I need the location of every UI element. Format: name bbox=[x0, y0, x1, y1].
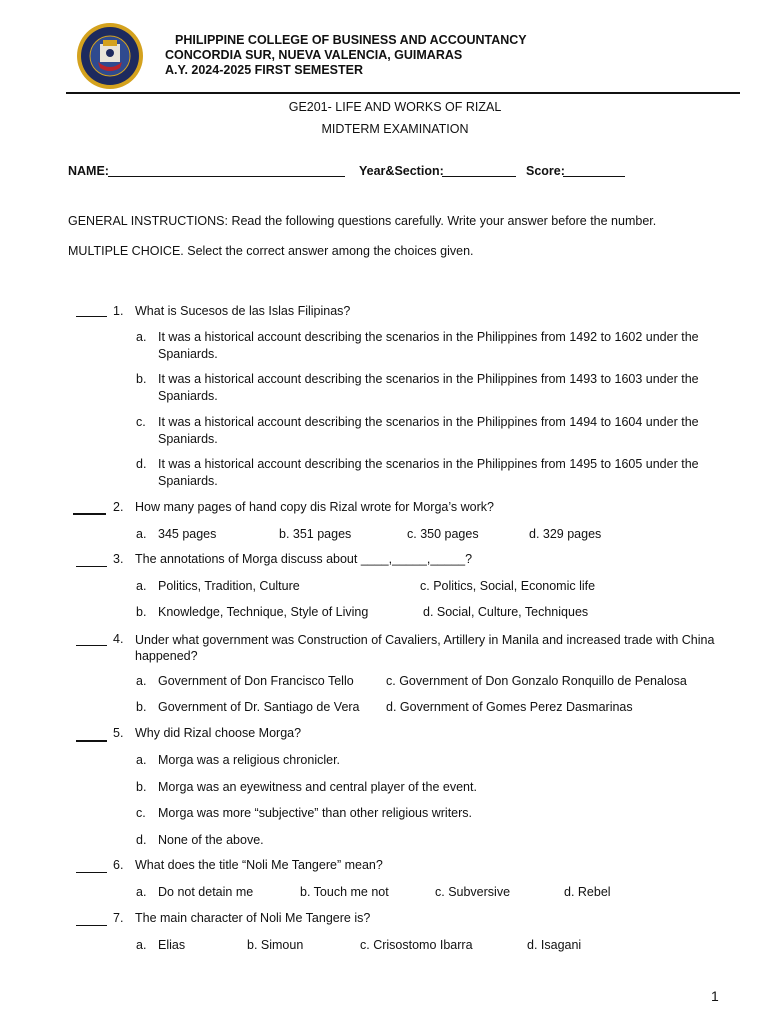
question-text-2: How many pages of hand copy dis Rizal wrote for Morga’s work? bbox=[135, 500, 494, 514]
option-5b: Morga was an eyewitness and central player of the event. bbox=[158, 780, 477, 794]
question-number-5: 5. bbox=[113, 726, 124, 740]
option-4a: Government of Don Francisco Tello bbox=[158, 674, 354, 688]
multiple-choice-label: MULTIPLE CHOICE. bbox=[68, 244, 184, 258]
option-letter-1b: b. bbox=[136, 372, 147, 386]
option-3a: Politics, Tradition, Culture bbox=[158, 579, 300, 593]
school-address: CONCORDIA SUR, NUEVA VALENCIA, GUIMARAS bbox=[165, 48, 463, 62]
option-7d: d. Isagani bbox=[527, 938, 582, 952]
option-6d: d. Rebel bbox=[564, 885, 611, 899]
option-2b: b. 351 pages bbox=[279, 527, 352, 541]
score-label: Score: bbox=[526, 164, 565, 178]
option-letter-2a: a. bbox=[136, 527, 147, 541]
multiple-choice-text: Select the correct answer among the choices given. bbox=[183, 244, 474, 258]
option-letter-5c: c. bbox=[136, 806, 146, 820]
question-text-1: What is Sucesos de las Islas Filipinas? bbox=[135, 304, 351, 318]
option-5a: Morga was a religious chronicler. bbox=[158, 753, 341, 767]
section-label: Year&Section: bbox=[359, 164, 444, 178]
option-letter-3a: a. bbox=[136, 579, 147, 593]
option-letter-7a: a. bbox=[136, 938, 147, 952]
option-2d: d. 329 pages bbox=[529, 527, 602, 541]
option-letter-3b: b. bbox=[136, 605, 147, 619]
question-number-3: 3. bbox=[113, 552, 124, 566]
general-instructions-text: Read the following questions carefully. Write your answer before the number. bbox=[227, 214, 657, 228]
option-4b: Government of Dr. Santiago de Vera bbox=[158, 700, 360, 714]
question-text-3: The annotations of Morga discuss about ____,_____,_____? bbox=[135, 552, 473, 566]
answer-blank-5[interactable] bbox=[76, 740, 107, 742]
name-label: NAME: bbox=[68, 164, 109, 178]
option-4d: d. Government of Gomes Perez Dasmarinas bbox=[386, 700, 633, 714]
option-letter-1d: d. bbox=[136, 457, 147, 471]
option-2a: 345 pages bbox=[158, 527, 217, 541]
option-letter-5b: b. bbox=[136, 780, 147, 794]
option-7a: Elias bbox=[158, 938, 186, 952]
exam-title: MIDTERM EXAMINATION bbox=[321, 122, 469, 136]
option-letter-4b: b. bbox=[136, 700, 147, 714]
general-instructions-label: GENERAL INSTRUCTIONS: bbox=[68, 214, 228, 228]
question-number-2: 2. bbox=[113, 500, 124, 514]
option-5d: None of the above. bbox=[158, 833, 264, 847]
answer-blank-6[interactable] bbox=[76, 872, 107, 873]
answer-blank-7[interactable] bbox=[76, 925, 107, 926]
name-field[interactable] bbox=[108, 176, 345, 177]
question-number-6: 6. bbox=[113, 858, 124, 872]
answer-blank-1[interactable] bbox=[76, 316, 107, 317]
option-letter-4a: a. bbox=[136, 674, 147, 688]
question-number-7: 7. bbox=[113, 911, 124, 925]
option-6a: Do not detain me bbox=[158, 885, 254, 899]
answer-blank-3[interactable] bbox=[76, 566, 107, 567]
section-field[interactable] bbox=[442, 176, 516, 177]
option-3d: d. Social, Culture, Techniques bbox=[423, 605, 589, 619]
question-number-4: 4. bbox=[113, 632, 124, 646]
option-letter-1a: a. bbox=[136, 330, 147, 344]
answer-blank-4[interactable] bbox=[76, 645, 107, 646]
option-1a: It was a historical account describing the scenarios in the Philippines from 1492 to 1602 under the Spaniards. bbox=[158, 330, 699, 361]
option-7b: b. Simoun bbox=[247, 938, 304, 952]
option-3c: c. Politics, Social, Economic life bbox=[420, 579, 596, 593]
option-2c: c. 350 pages bbox=[407, 527, 479, 541]
option-1c: It was a historical account describing the scenarios in the Philippines from 1494 to 1604 under the Spaniards. bbox=[158, 415, 699, 446]
question-text-6: What does the title “Noli Me Tangere” mean? bbox=[135, 858, 383, 872]
multiple-choice-instructions bbox=[68, 244, 474, 258]
option-letter-5d: d. bbox=[136, 833, 147, 847]
score-field[interactable] bbox=[563, 176, 625, 177]
option-5c: Morga was more “subjective” than other religious writers. bbox=[158, 806, 473, 820]
option-6c: c. Subversive bbox=[435, 885, 511, 899]
question-number-1: 1. bbox=[113, 304, 124, 318]
school-seal bbox=[76, 22, 144, 90]
option-7c: c. Crisostomo Ibarra bbox=[360, 938, 473, 952]
course-title: GE201- LIFE AND WORKS OF RIZAL bbox=[288, 100, 502, 114]
general-instructions bbox=[68, 214, 656, 228]
option-1d: It was a historical account describing the scenarios in the Philippines from 1495 to 1605 under the Spaniards. bbox=[158, 457, 699, 488]
option-4c: c. Government of Don Gonzalo Ronquillo de Penalosa bbox=[386, 674, 687, 688]
option-letter-1c: c. bbox=[136, 415, 146, 429]
option-6b: b. Touch me not bbox=[300, 885, 389, 899]
option-letter-6a: a. bbox=[136, 885, 147, 899]
question-text-7: The main character of Noli Me Tangere is? bbox=[135, 911, 371, 925]
school-term: A.Y. 2024-2025 FIRST SEMESTER bbox=[165, 63, 363, 77]
header-divider bbox=[66, 92, 740, 94]
school-name: PHILIPPINE COLLEGE OF BUSINESS AND ACCOUNTANCY bbox=[175, 33, 527, 47]
answer-blank-2[interactable] bbox=[73, 513, 106, 515]
option-1b: It was a historical account describing the scenarios in the Philippines from 1493 to 1603 under the Spaniards. bbox=[158, 372, 699, 403]
page-number: 1 bbox=[711, 988, 719, 1004]
option-3b: Knowledge, Technique, Style of Living bbox=[158, 605, 369, 619]
question-text-4: Under what government was Construction of Cavaliers, Artillery in Manila and increased trade with China happened? bbox=[135, 633, 715, 663]
option-letter-5a: a. bbox=[136, 753, 147, 767]
question-text-5: Why did Rizal choose Morga? bbox=[135, 726, 302, 740]
